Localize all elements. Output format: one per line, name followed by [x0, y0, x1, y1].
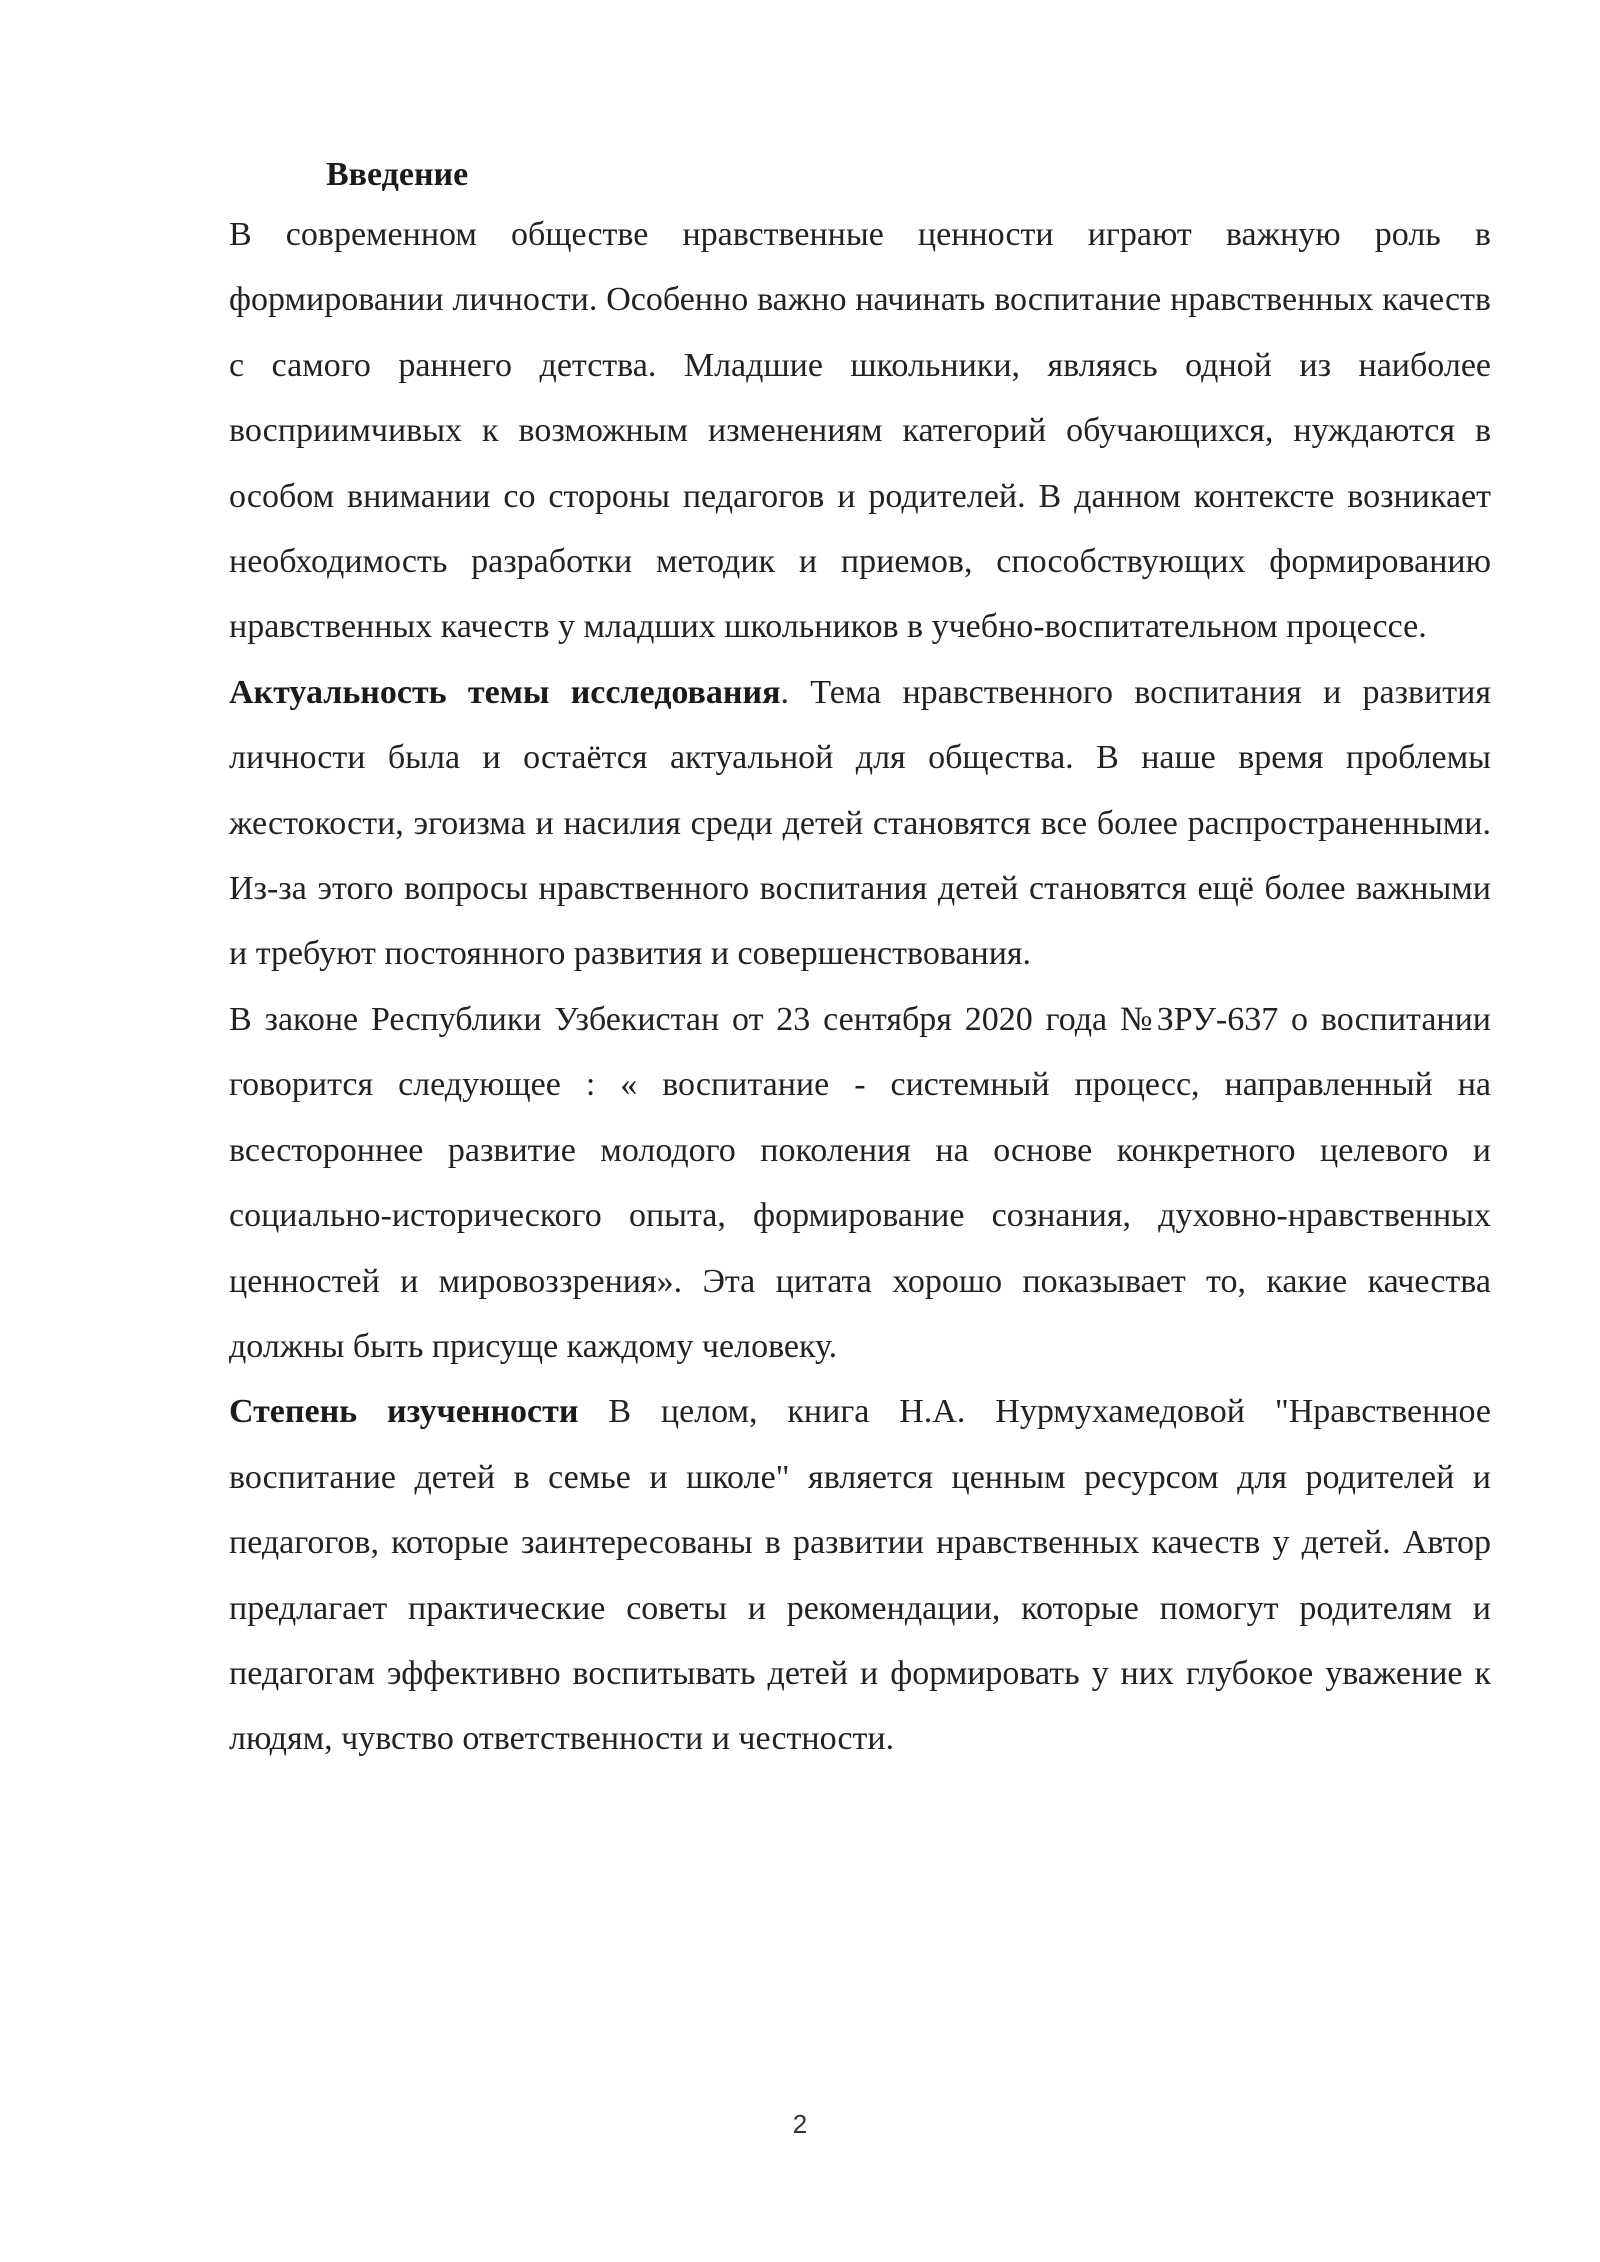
relevance-text: . Тема нравственного воспитания и развития личности была и остаётся актуальной для общества. В наше время проблемы жестокости, эгоизма и насилия среди детей становятся все более распространенными. Из-за этого вопросы нравственного воспитания детей становятся ещё более важными и требуют постоянного развития и совершенствования. [229, 673, 1491, 973]
intro-paragraph: В современном обществе нравственные ценности играют важную роль в формировании личности. Особенно важно начинать воспитание нравственных качеств с самого раннего детства. Младшие школьники, являясь одной из наиболее восприимчивых к возможным изменениям категорий обучающихся, нуждаются в особом внимании со стороны педагогов и родителей. В данном контексте возникает необходимость разработки методик и приемов, способствующих формированию нравственных качеств у младших школьников в учебно-воспитательном процессе. [229, 216, 1491, 646]
section-heading: Введение [326, 156, 469, 193]
relevance-paragraph [229, 660, 1491, 987]
law-paragraph: В законе Республики Узбекистан от 23 сентября 2020 года №ЗРУ-637 о воспитании говорится следующее : « воспитание - системный процесс, направленный на всестороннее развитие молодого поколения на основе конкретного целевого и социально-исторического опыта, формирование сознания, духовно-нравственных ценностей и мировоззрения». Эта цитата хорошо показывает то, какие качества должны быть присуще каждому человеку. [229, 1000, 1491, 1365]
degree-text: В целом, книга Н.А. Нурмухамедовой "Нравственное воспитание детей в семье и школе" является ценным ресурсом для родителей и педагогов, которые заинтересованы в развитии нравственных качеств у детей. Автор предлагает практические советы и рекомендации, которые помогут родителям и педагогам эффективно воспитывать детей и формировать у них глубокое уважение к людям, чувство ответственности и честности. [229, 1393, 1491, 1758]
page-content [229, 148, 1491, 1772]
degree-label: Степень изученности [229, 1393, 579, 1431]
relevance-label: Актуальность темы исследования [229, 673, 781, 711]
degree-paragraph [229, 1379, 1491, 1771]
page-number: 2 [792, 2109, 808, 2139]
